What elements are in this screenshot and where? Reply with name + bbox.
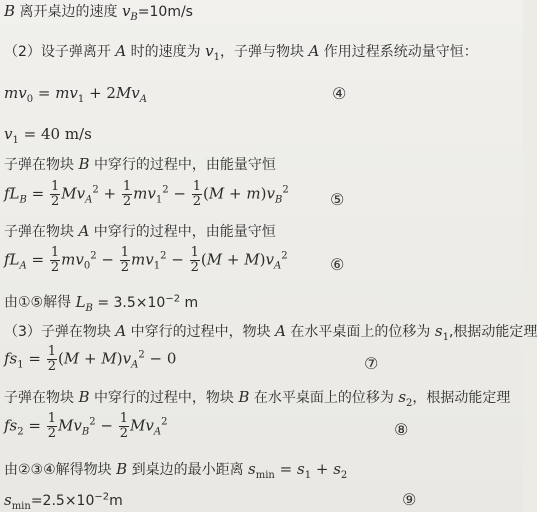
line-6-energy-equation-b: $fL_B$ = $\frac{1}{2}$ $Mv_A^2$ + $\frac{1}{2}$ $mv_1^2$ − $\frac{1}{2}$ $(M + m)v_B^2$ (4, 179, 289, 209)
line-13-work-energy-b: $fs_2$ = $\frac{1}{2}$ $Mv_B^2$ − $\frac{1}{2}$ $Mv_A^2$ (4, 411, 168, 441)
equation-marker-5: ⑤ (330, 190, 345, 209)
line-9-result-lb: 由①⑤解得 $L_B = 3.5\times 10^{-2}$ m (4, 292, 199, 314)
equation-marker-4: ④ (332, 84, 347, 103)
line-5: 子弹在物块 B 中穿行的过程中，由能量守恒 (4, 155, 276, 173)
line-7: 子弹在物块 A 中穿行的过程中，由能量守恒 (4, 222, 276, 240)
line-8-energy-equation-a: $fL_A$ = $\frac{1}{2}$ $mv_0^2$ − $\frac{1}{2}$ $mv_1^2$ − $\frac{1}{2}$ $(M + M)v_A^2$ (4, 245, 288, 275)
equation-marker-7: ⑦ (364, 354, 379, 373)
line-12: 子弹在物块 B 中穿行的过程中，物块 B 在水平桌面上的位移为 $s_2$，根据动能定理 (4, 388, 511, 409)
line-4: $v_1 = 40$ m/s (4, 125, 92, 146)
line-1: B 离开桌边的速度 $v_B=10m/s$ (4, 2, 193, 23)
equation-marker-6: ⑥ (330, 255, 345, 274)
line-15-final-result: $s_{min}=2.5\times 10^{-2}m$ (4, 490, 123, 512)
line-2: （2）设子弹离开 A 时的速度为 $v_1$，子弹与物块 A 作用过程系统动量守恒： (4, 42, 478, 63)
line-11-work-energy-a: $fs_1$ = $\frac{1}{2}$ $(M + M)v_A^2 - 0$ (4, 344, 177, 374)
line-3-momentum-equation: $mv_0 = mv_1 + 2Mv_A$ (4, 84, 148, 105)
equation-marker-8: ⑧ (394, 420, 409, 439)
line-14: 由②③④解得物块 B 到桌边的最小距离 $s_{min} = s_1 + s_2$ (4, 460, 348, 481)
line-10: （3）子弹在物块 A 中穿行的过程中，物块 A 在水平桌面上的位移为 $s_1$,根据动能定理 (4, 322, 537, 343)
equation-marker-9: ⑨ (402, 490, 417, 509)
